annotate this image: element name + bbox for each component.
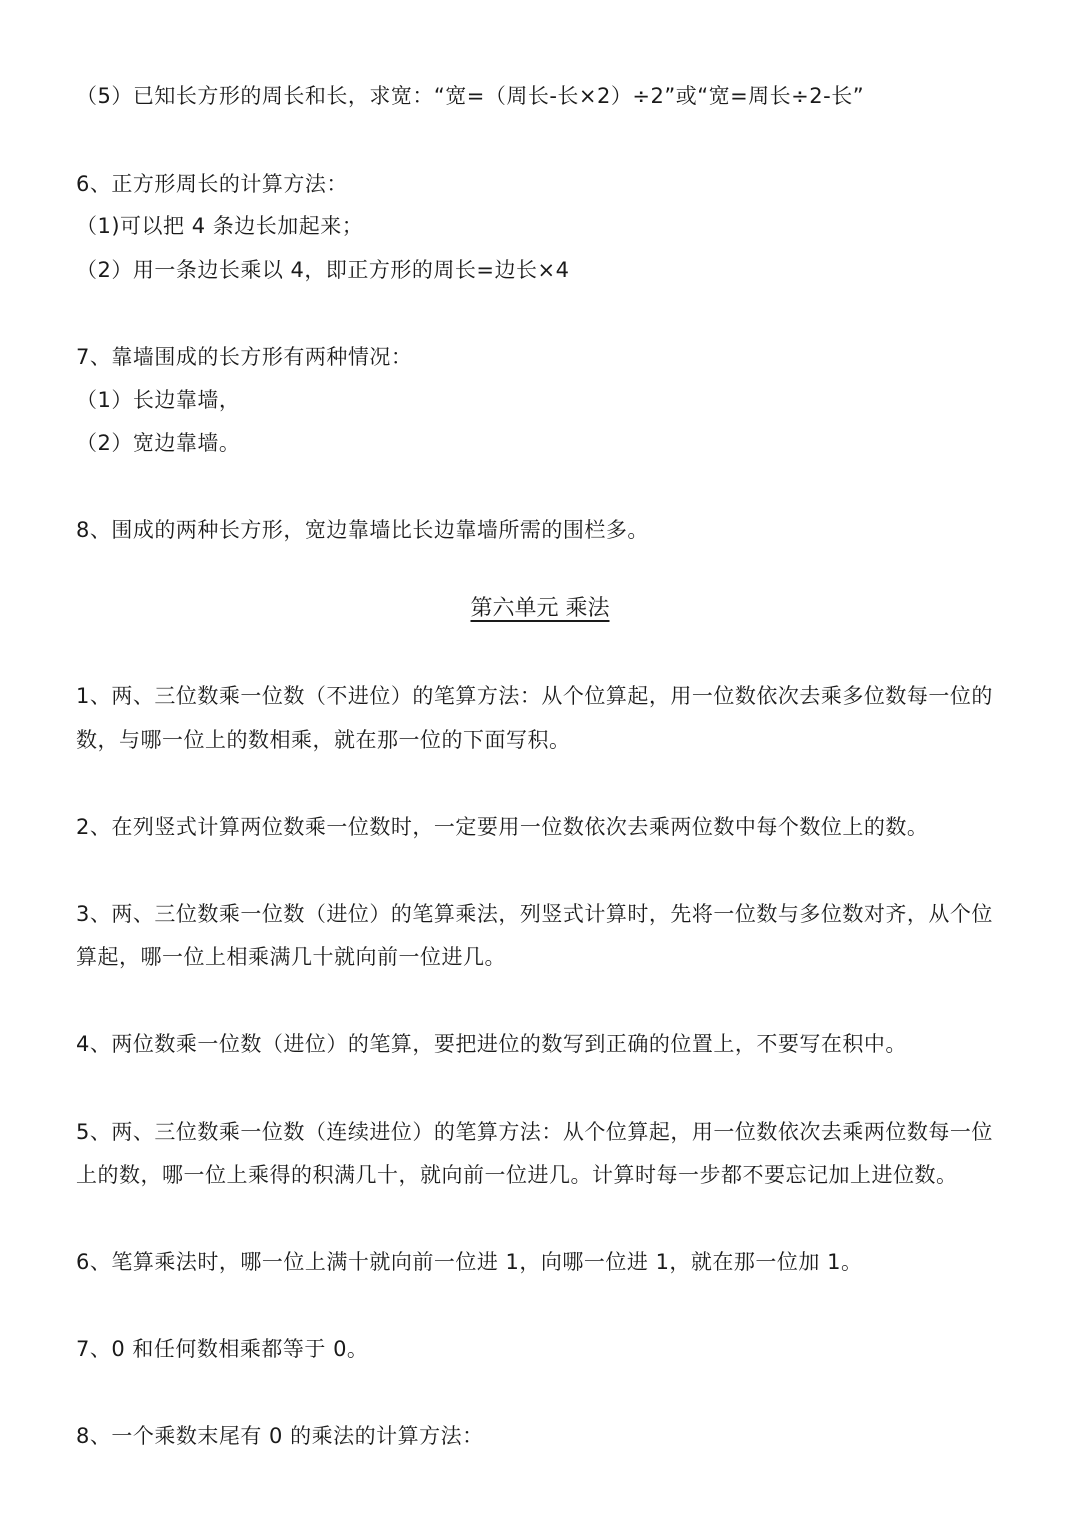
rectangle-width-formula: （5）已知长方形的周长和长，求宽：“宽=（周长-长×2）÷2”或“宽=周长÷2-长” [76,84,865,108]
wall-rectangle-case-2: （2）宽边靠墙。 [76,431,241,455]
multiplication-rule-1-line-1: 1、两、三位数乘一位数（不进位）的笔算方法：从个位算起，用一位数依次去乘多位数每一位的 [76,684,993,708]
section-title-text: 第六单元 乘法 [470,596,610,621]
fence-comparison-note: 8、围成的两种长方形，宽边靠墙比长边靠墙所需的围栏多。 [76,518,649,542]
multiplication-rule-7: 7、0 和任何数相乘都等于 0。 [76,1337,369,1361]
multiplication-rule-8: 8、一个乘数末尾有 0 的乘法的计算方法： [76,1424,484,1448]
square-perimeter-method-1: （1)可以把 4 条边长加起来； [76,214,364,238]
multiplication-rule-3-line-1: 3、两、三位数乘一位数（进位）的笔算乘法，列竖式计算时，先将一位数与多位数对齐，从个位 [76,902,993,926]
multiplication-rule-5-line-2: 上的数，哪一位上乘得的积满几十，就向前一位进几。计算时每一步都不要忘记加上进位数。 [76,1163,958,1187]
wall-rectangle-case-1: （1）长边靠墙， [76,388,241,412]
multiplication-rule-4: 4、两位数乘一位数（进位）的笔算，要把进位的数写到正确的位置上，不要写在积中。 [76,1032,907,1056]
wall-rectangle-heading: 7、靠墙围成的长方形有两种情况： [76,345,413,369]
section-title [0,594,1080,624]
multiplication-rule-1-line-2: 数，与哪一位上的数相乘，就在那一位的下面写积。 [76,728,571,752]
multiplication-rule-6: 6、笔算乘法时，哪一位上满十就向前一位进 1，向哪一位进 1，就在那一位加 1。 [76,1250,863,1274]
multiplication-rule-2: 2、在列竖式计算两位数乘一位数时，一定要用一位数依次去乘两位数中每个数位上的数。 [76,815,929,839]
multiplication-rule-3-line-2: 算起，哪一位上相乘满几十就向前一位进几。 [76,945,506,969]
square-perimeter-method-2: （2）用一条边长乘以 4，即正方形的周长=边长×4 [76,258,570,282]
multiplication-rule-5-line-1: 5、两、三位数乘一位数（连续进位）的笔算方法：从个位算起，用一位数依次去乘两位数每一位 [76,1120,993,1144]
square-perimeter-heading: 6、正方形周长的计算方法： [76,172,348,196]
